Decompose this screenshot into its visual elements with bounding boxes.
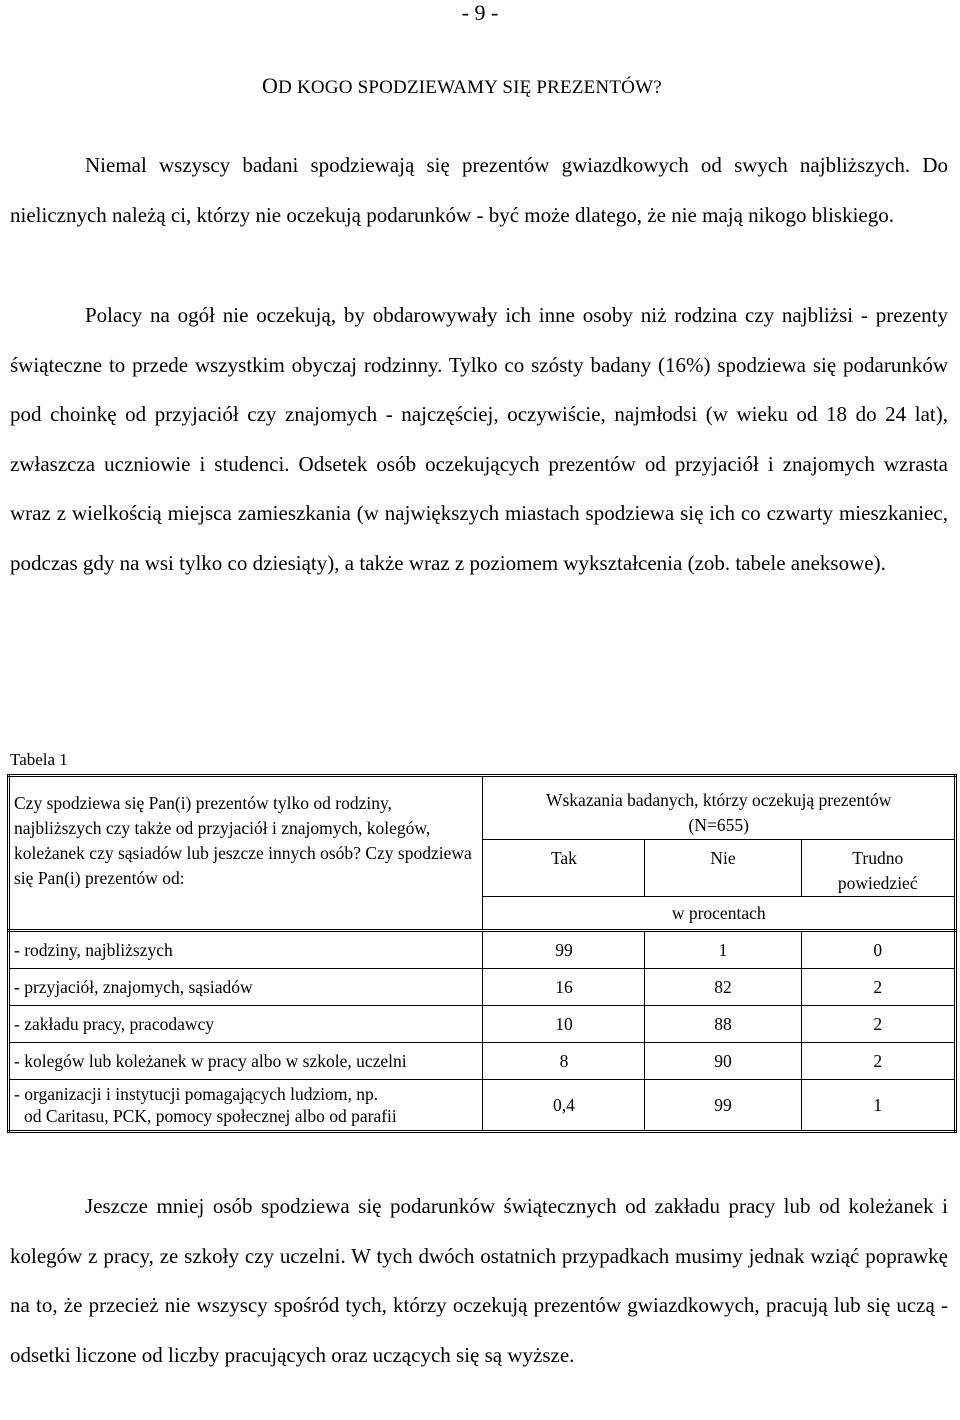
row-label: - zakładu pracy, pracodawcy [9,1006,483,1043]
group-header-line-1: Wskazania badanych, którzy oczekują prezentów [545,790,892,810]
heading-rest: D KOGO SPODZIEWAMY SIĘ PREZENTÓW? [278,77,662,98]
cell-trudno: 2 [801,1043,956,1080]
page-number: - 9 - [461,0,499,25]
group-header-line-2: (N=655) [688,815,749,835]
col-header-tak: Tak [483,840,645,897]
cell-tak: 0,4 [483,1080,645,1132]
col-header-trudno [801,840,956,897]
row-label: - kolegów lub koleżanek w pracy albo w szkole, uczelni [9,1043,483,1080]
table-question-text: Czy spodziewa się Pan(i) prezentów tylko od rodziny, najbliższych czy także od przyjaciół i znajomych, kolegów, koleżanek czy sąsiadów lub jeszcze innych osób? Czy spodziewa się Pan(i) prezentów od: [14,793,472,888]
table-row [9,1006,956,1043]
col-header-trudno-line-2: powiedzieć [837,873,918,893]
cell-trudno: 2 [801,969,956,1006]
cell-nie: 1 [645,931,801,969]
cell-tak: 10 [483,1006,645,1043]
table-row [9,969,956,1006]
cell-trudno: 1 [801,1080,956,1132]
row-label-line-1: - organizacji i instytucji pomagających ludziom, np. [14,1084,379,1104]
col-header-nie: Nie [645,840,801,897]
unit-label: w procentach [483,897,956,931]
cell-tak: 99 [483,931,645,969]
cell-tak: 16 [483,969,645,1006]
col-header-trudno-line-1: Trudno [852,848,904,868]
paragraph-2 [10,291,948,588]
cell-nie: 99 [645,1080,801,1132]
cell-trudno: 2 [801,1006,956,1043]
table-row [9,1080,956,1132]
cell-nie: 88 [645,1006,801,1043]
row-label-line-2: od Caritasu, PCK, pomocy społecznej albo od parafii [24,1106,397,1126]
row-label: - przyjaciół, znajomych, sąsiadów [9,969,483,1006]
row-label: - rodziny, najbliższych [9,931,483,969]
row-label [9,1080,483,1132]
cell-nie: 82 [645,969,801,1006]
heading-initial: O [262,73,279,98]
paragraph-2-text: Polacy na ogół nie oczekują, by obdarowywały ich inne osoby niż rodzina czy najbliżsi - prezenty świąteczne to przede wszystkim obyczaj rodzinny. Tylko co szósty badany (16%) spodziewa się podarunków pod choinkę od przyjaciół czy znajomych - najczęściej, oczywiście, najmłodsi (w wieku od 18 do 24 lat), zwłaszcza uczniowie i studenci. Odsetek osób oczekujących prezentów od przyjaciół i znajomych wzrasta wraz z wielkością miejsca zamieszkania (w największych miastach spodziewa się ich co czwarty mieszkaniec, podczas gdy na wsi tylko co dziesiąty), a także wraz z poziomem wykształcenia (zob. tabele aneksowe). [10,303,948,575]
cell-nie: 90 [645,1043,801,1080]
paragraph-1 [10,141,948,240]
cell-tak: 8 [483,1043,645,1080]
paragraph-3 [10,1182,948,1380]
survey-table [7,774,957,1133]
table-row [9,1043,956,1080]
paragraph-3-text: Jeszcze mniej osób spodziewa się podarunków świątecznych od zakładu pracy lub od koleżanek i kolegów z pracy, ze szkoły czy uczelni. W tych dwóch ostatnich przypadkach musimy jednak wziąć poprawkę na to, że przecież nie wszyscy spośród tych, którzy oczekują prezentów gwiazdkowych, pracują lub się uczą - odsetki liczone od liczby pracujących oraz uczących się są wyższe. [10,1194,948,1367]
table-group-header [483,776,956,840]
table-row [9,931,956,969]
section-heading [262,74,662,100]
cell-trudno: 0 [801,931,956,969]
table-caption: Tabela 1 [10,750,68,769]
table-question [9,776,483,931]
paragraph-1-text: Niemal wszyscy badani spodziewają się prezentów gwiazdkowych od swych najbliższych. Do nielicznych należą ci, którzy nie oczekują podarunków - być może dlatego, że nie mają nikogo bliskiego. [10,153,948,227]
